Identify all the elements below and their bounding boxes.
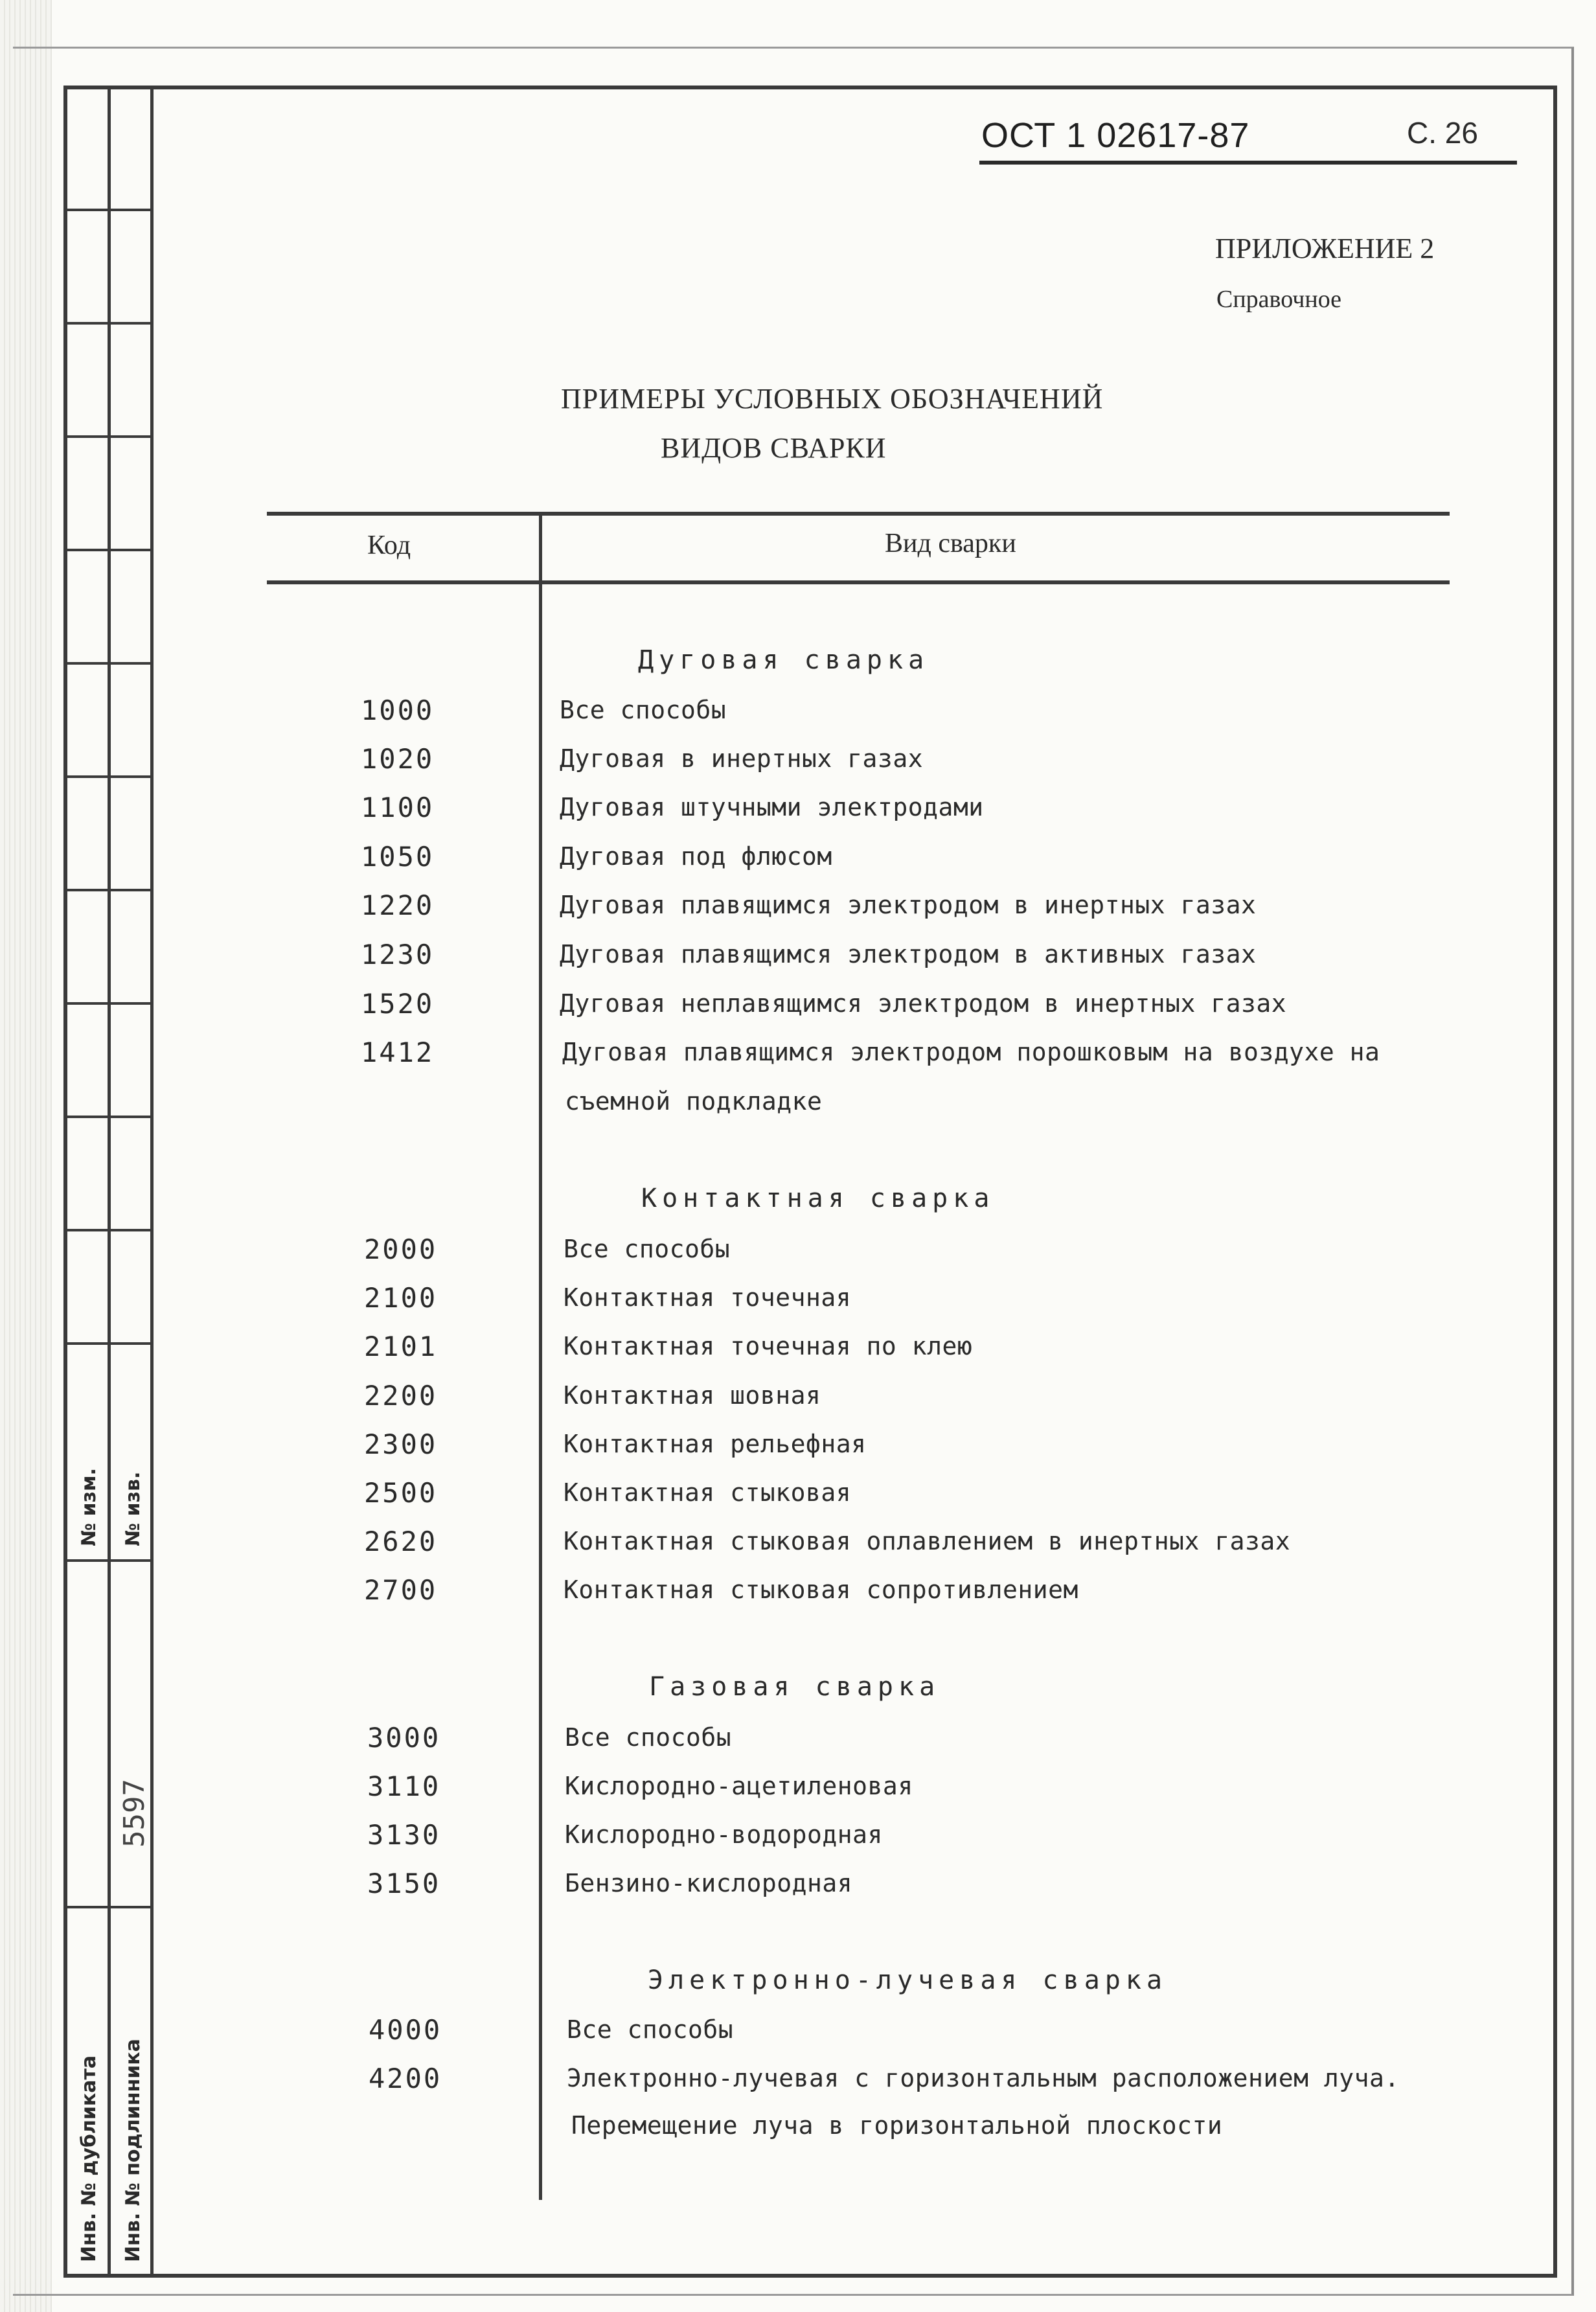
- stamp-divider: [63, 1229, 152, 1231]
- weld-code: 4200: [369, 2063, 442, 2094]
- weld-code: 1412: [361, 1036, 435, 1068]
- weld-code: 2300: [364, 1428, 438, 1460]
- section-title: Дуговая сварка: [638, 645, 929, 675]
- weld-description: Все способы: [564, 1235, 731, 1263]
- weld-description: Все способы: [560, 696, 727, 724]
- weld-description: Дуговая плавящимся электродом в активных газах: [560, 940, 1257, 968]
- stamp-divider: [63, 1342, 152, 1345]
- stamp-izm-label: № изм.: [78, 1468, 100, 1546]
- table-top-rule: [267, 512, 1450, 516]
- weld-description: Дуговая в инертных газах: [560, 744, 924, 773]
- weld-description: Дуговая штучными электродами: [560, 793, 984, 821]
- weld-code: 2620: [364, 1526, 438, 1557]
- weld-code: 1220: [361, 889, 435, 921]
- page-title-line-1: ПРИМЕРЫ УСЛОВНЫХ ОБОЗНАЧЕНИЙ: [561, 383, 1104, 415]
- weld-code: 1520: [361, 988, 435, 1020]
- section-title: Электронно-лучевая сварка: [648, 1965, 1168, 1995]
- page-title-line-2: ВИДОВ СВАРКИ: [661, 432, 887, 464]
- stamp-divider: [63, 322, 152, 325]
- weld-code: 1230: [361, 939, 435, 970]
- weld-code: 3000: [367, 1722, 441, 1754]
- weld-code: 3110: [367, 1770, 441, 1802]
- weld-code: 1100: [361, 792, 435, 823]
- weld-description: Контактная шовная: [564, 1381, 821, 1410]
- stamp-divider: [150, 86, 154, 2278]
- column-header-code: Код: [367, 531, 411, 560]
- weld-code: 3150: [367, 1868, 441, 1899]
- stamp-orig-number: 5597: [118, 1779, 151, 1848]
- weld-code: 1000: [361, 694, 435, 726]
- stamp-divider: [63, 1002, 152, 1005]
- weld-code: 2500: [364, 1477, 438, 1509]
- table-column-divider: [539, 516, 542, 2200]
- document-code-underline: [979, 161, 1517, 165]
- weld-description: Электронно-лучевая с горизонтальным расположением луча.: [567, 2064, 1400, 2092]
- weld-description: Контактная рельефная: [564, 1430, 867, 1458]
- weld-description: Дуговая плавящимся электродом порошковым на воздухе на: [562, 1038, 1380, 1066]
- weld-description: Бензино-кислородная: [565, 1869, 853, 1897]
- stamp-divider: [63, 889, 152, 891]
- weld-description-continuation: съемной подкладке: [565, 1087, 823, 1116]
- document-code: ОСТ 1 02617-87: [981, 116, 1250, 155]
- weld-description: Контактная стыковая сопротивлением: [564, 1575, 1078, 1604]
- weld-description: Дуговая под флюсом: [560, 842, 832, 871]
- stamp-dup-label: Инв. № дубликата: [78, 2055, 100, 2262]
- weld-description: Все способы: [567, 2015, 734, 2044]
- stamp-divider: [63, 1116, 152, 1118]
- weld-code: 4000: [369, 2014, 442, 2046]
- weld-description: Контактная точечная: [564, 1283, 852, 1312]
- stamp-divider: [63, 209, 152, 211]
- weld-description: Все способы: [565, 1723, 732, 1752]
- weld-description: Кислородно-ацетиленовая: [565, 1772, 913, 1800]
- weld-code: 2000: [364, 1233, 438, 1265]
- weld-code: 1020: [361, 743, 435, 775]
- weld-code: 2100: [364, 1282, 438, 1314]
- stamp-divider: [63, 1906, 152, 1908]
- stamp-izv-label: № изв.: [122, 1471, 144, 1546]
- stamp-orig-label: Инв. № подлинника: [122, 2039, 144, 2262]
- weld-code: 2700: [364, 1574, 438, 1606]
- stamp-divider: [63, 549, 152, 551]
- weld-description: Дуговая плавящимся электродом в инертных газах: [560, 891, 1257, 919]
- weld-code: 2101: [364, 1331, 438, 1362]
- appendix-label: ПРИЛОЖЕНИЕ 2: [1215, 233, 1435, 264]
- stamp-divider: [63, 435, 152, 438]
- weld-description: Контактная точечная по клею: [564, 1332, 973, 1360]
- appendix-subtitle: Справочное: [1216, 286, 1342, 313]
- weld-description-continuation: Перемещение луча в горизонтальной плоскости: [571, 2111, 1223, 2140]
- stamp-divider: [63, 662, 152, 665]
- weld-code: 3130: [367, 1819, 441, 1851]
- page-number: С. 26: [1407, 116, 1478, 150]
- weld-code: 2200: [364, 1380, 438, 1412]
- column-header-type: Вид сварки: [885, 529, 1016, 558]
- stamp-divider: [63, 775, 152, 778]
- weld-description: Контактная стыковая: [564, 1478, 852, 1507]
- weld-description: Контактная стыковая оплавлением в инертных газах: [564, 1527, 1291, 1555]
- stamp-divider: [63, 1559, 152, 1562]
- weld-description: Дуговая неплавящимся электродом в инертных газах: [560, 989, 1287, 1018]
- weld-code: 1050: [361, 841, 435, 873]
- section-title: Контактная сварка: [641, 1184, 995, 1213]
- section-title: Газовая сварка: [649, 1672, 940, 1702]
- stamp-divider: [108, 86, 111, 2278]
- stamp-column: [63, 86, 154, 2278]
- table-header-rule: [267, 580, 1450, 584]
- weld-description: Кислородно-водородная: [565, 1820, 883, 1849]
